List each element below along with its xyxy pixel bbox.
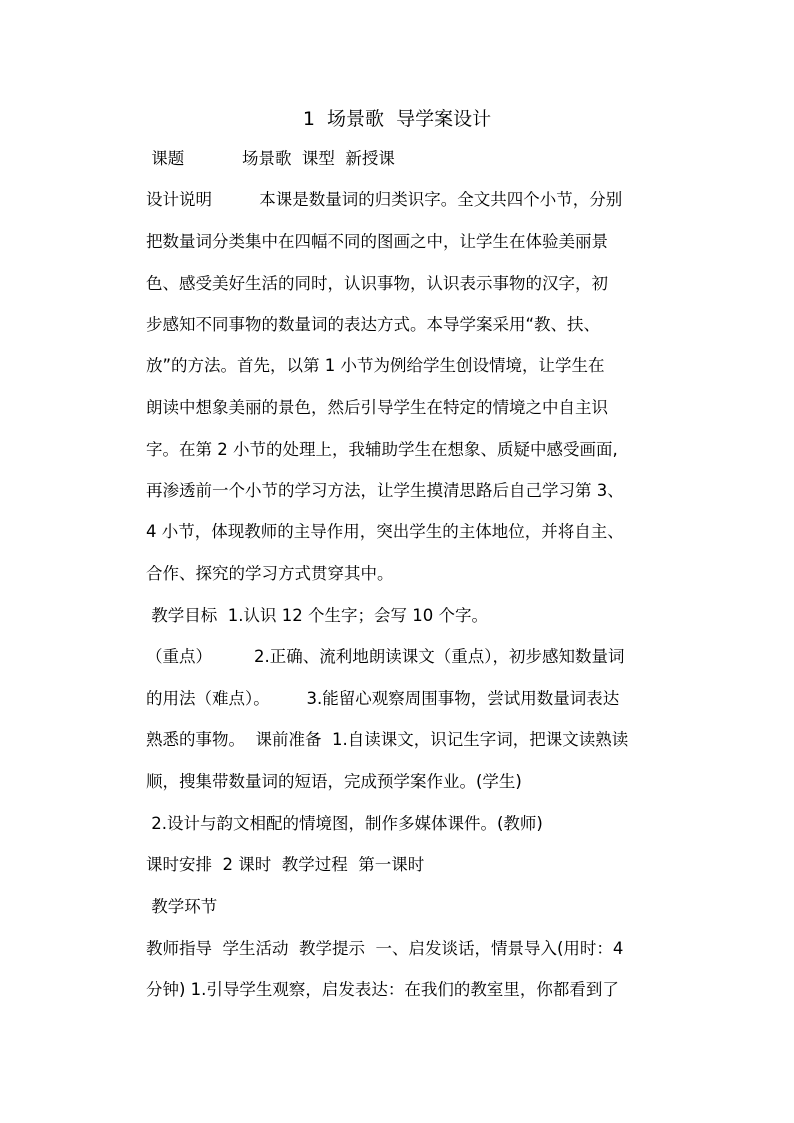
text-line: 分钟) 1.引导学生观察，启发表达：在我们的教室里，你都看到了 — [146, 980, 619, 999]
text-line: 4 小节，体现教师的主导作用，突出学生的主体地位，并将自主、 — [146, 522, 624, 541]
text-line: 教学环节 — [146, 897, 218, 916]
text-line: 课题 场景歌 课型 新授课 — [146, 149, 395, 168]
text-line: 合作、探究的学习方式贯穿其中。 — [146, 564, 394, 583]
text-line: 字。在第 2 小节的处理上，我辅助学生在想象、质疑中感受画面, — [146, 440, 618, 459]
text-line: 教学目标 1.认识 12 个生字；会写 10 个字。 — [146, 606, 488, 625]
text-line: 放”的方法。首先，以第 1 小节为例给学生创设情境，让学生在 — [146, 356, 605, 375]
text-line: 把数量词分类集中在四幅不同的图画之中，让学生在体验美丽景 — [146, 232, 608, 251]
text-line: 步感知不同事物的数量词的表达方式。本导学案采用“教、扶、 — [146, 315, 601, 334]
text-line: （重点） 2.正确、流利地朗读课文（重点），初步感知数量词 — [146, 647, 625, 666]
text-line: 的用法（难点）。 3.能留心观察周围事物，尝试用数量词表达 — [146, 689, 620, 708]
text-line: 色、感受美好生活的同时，认识事物，认识表示事物的汉字，初 — [146, 274, 608, 293]
text-line: 教师指导 学生活动 教学提示 一、启发谈话，情景导入(用时：4 — [146, 939, 624, 958]
text-line: 朗读中想象美丽的景色，然后引导学生在特定的情境之中自主识 — [146, 398, 608, 417]
text-line: 2.设计与韵文相配的情境图，制作多媒体课件。(教师) — [146, 814, 543, 833]
text-line: 设计说明 本课是数量词的归类识字。全文共四个小节，分别 — [146, 190, 623, 209]
text-line: 再渗透前一个小节的学习方法，让学生摸清思路后自己学习第 3、 — [146, 481, 624, 500]
text-line: 熟悉的事物。 课前准备 1.自读课文，识记生字词，把课文读熟读 — [146, 730, 629, 749]
text-line: 课时安排 2 课时 教学过程 第一课时 — [146, 855, 425, 874]
document-title: 1 场景歌 导学案设计 — [302, 108, 492, 130]
text-line: 顺，搜集带数量词的短语，完成预学案作业。(学生) — [146, 772, 522, 791]
